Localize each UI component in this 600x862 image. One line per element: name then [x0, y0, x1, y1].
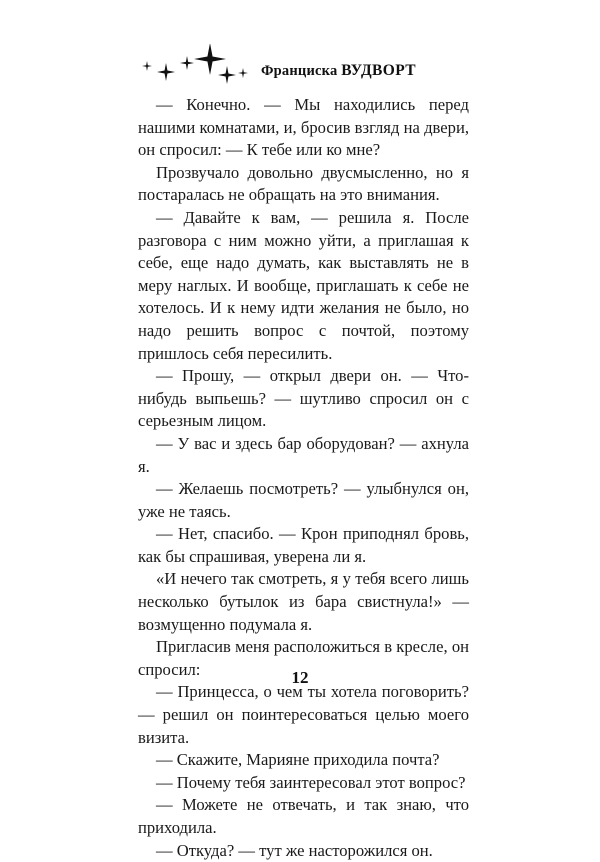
paragraph: — У вас и здесь бар оборудован? — ахнула я.: [138, 433, 469, 476]
sparkle-stars-icon: [139, 44, 259, 88]
page-number: 12: [291, 668, 309, 687]
author-last-name: ВУДВОРТ: [341, 62, 417, 79]
running-header: [139, 44, 459, 88]
paragraph: — Конечно. — Мы находились перед нашими комнатами, и, бросив взгляд на двери, он спросил: — К тебе или ко мне?: [138, 95, 469, 160]
paragraph: — Откуда? — тут же насторожился он.: [156, 840, 433, 860]
paragraph: «И нечего так смотреть, я у тебя всего лишь несколько бутылок из бара свистнула!» — возмущенно подумала я.: [138, 569, 469, 634]
paragraph: Прозвучало довольно двусмысленно, но я постаралась не обращать на это внимания.: [138, 162, 469, 205]
author-name: [261, 62, 416, 80]
paragraph: — Желаешь посмотреть? — улыбнулся он, уже не таясь.: [138, 479, 469, 521]
paragraph: — Нет, спасибо. — Крон приподнял бровь, как бы спрашивая, уверена ли я.: [138, 524, 469, 566]
author-first-name: Франциска: [261, 63, 338, 79]
paragraph: — Можете не отвечать, и так знаю, что приходила.: [138, 795, 469, 837]
paragraph: Пригласив меня расположиться в кресле, он спросил:: [138, 637, 469, 679]
paragraph: — Почему тебя заинтересовал этот вопрос?: [156, 772, 466, 792]
paragraph: — Прошу, — открыл двери он. — Что-нибудь выпьешь? — шутливо спросил он с серьезным лицом.: [138, 366, 469, 431]
paragraph: — Принцесса, о чем ты хотела поговорить? — решил он поинтересоваться целью моего визита.: [138, 682, 469, 747]
body-text: [138, 94, 469, 862]
paragraph: — Давайте к вам, — решила я. После разговора с ним можно уйти, а приглашая к себе, еще надо думать, как выставлять не в меру наглых. И вообще, приглашать к себе не хотелось. И к нему идти желания не было, но надо решить вопрос с почтой, поэтому пришлось себя пересилить.: [138, 207, 469, 363]
paragraph: — Скажите, Марияне приходила почта?: [156, 750, 440, 770]
